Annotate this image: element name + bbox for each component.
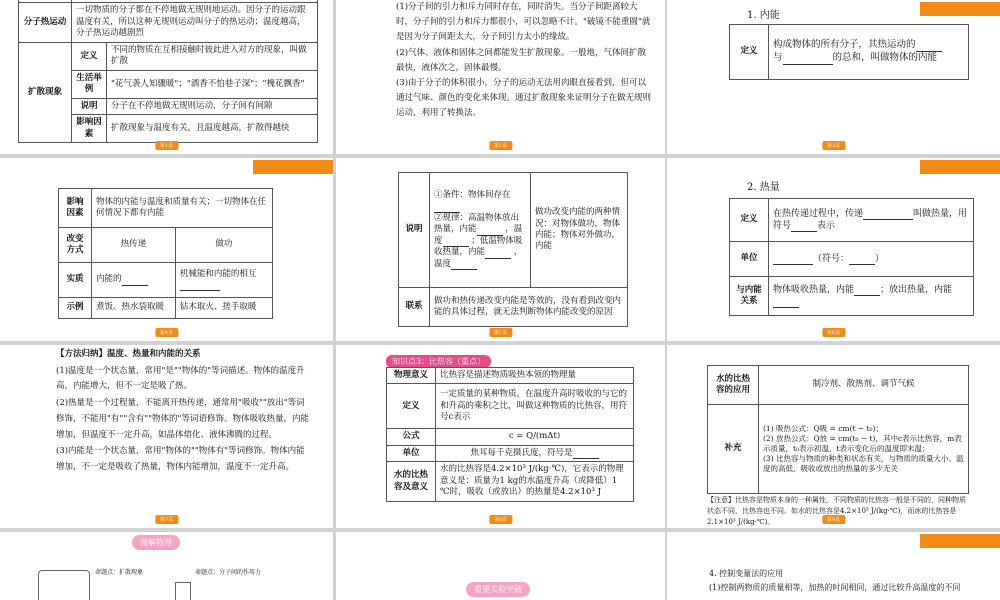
paragraph: (2)气体、液体和固体之间都能发生扩散现象。一般地，气体间扩散最快，液体次之，固体最慢。 [396, 47, 647, 73]
cell-text: 不同的物质在互相接触时彼此进入对方的现象，叫做扩散 [107, 42, 318, 70]
cell-label: 影响因素 [72, 115, 107, 143]
slide-6 [667, 158, 1000, 341]
cell-text: 分子在不停地做无规则运动，分子间有间隙 [107, 98, 318, 114]
cell-label: 实质 [59, 263, 92, 298]
slide-9 [667, 345, 1000, 528]
slide-10 [0, 532, 333, 600]
cell-text: 做功和热传递改变内能是等效的，没有看到改变内能的具体过程，就无法判断物体内能改变的原因 [430, 288, 628, 327]
cell-text: "花气袭人知骤暖"；"酒香不怕巷子深"；"槐花飘香" [107, 70, 318, 98]
diffusion-table [18, 0, 318, 143]
cell-text: 物体吸收热量，内能 [773, 284, 855, 295]
paragraph: (3)内能是一个状态量，常用"物体的""物体有"等词修饰。物体内能增加，不一定是吸收了热量，物体内能增加，温度不一定升高。 [56, 446, 305, 473]
page-number: 第2页 [489, 141, 512, 150]
fill-blank [916, 42, 942, 52]
header-bar [920, 534, 1000, 548]
badge-label: 知识点3：比热容（重点） [386, 355, 491, 368]
formula: c = Q/(mΔt) [436, 429, 634, 445]
cell-label: 示例 [59, 298, 92, 319]
section-heading: 2. 热量 [747, 182, 780, 193]
text-block [709, 568, 989, 596]
cell-text: ，温度 [434, 224, 523, 246]
cell-text: ，温度 [434, 247, 523, 269]
cell-text: ②规律：高温物体放出热量，内能 [434, 212, 520, 235]
cell-text: 机械能和内能的相互 [179, 268, 257, 279]
cell-text: 煮饭、热水袋取暖 [92, 298, 176, 319]
cell-text: 一切物质的分子都在不停地做无规则地运动。因分子的运动跟温度有关，所以这种无规则运动叫分子的热运动；温度越高，分子热运动越剧烈 [72, 3, 318, 42]
cell-text: 的总和，叫做物体的内能 [832, 52, 938, 63]
header-bar [253, 160, 333, 174]
slide-7 [0, 345, 333, 528]
fill-blank [783, 55, 833, 65]
cell-label: 定义 [730, 25, 769, 80]
header-bar [920, 2, 1000, 16]
fill-blank [773, 298, 799, 308]
fill-blank [477, 226, 503, 236]
cell-label: 与内能关系 [730, 277, 769, 316]
cell-text: 表示 [817, 221, 836, 231]
cell-text: 一定质量的某种物质，在温度升高时吸收的与它的和升高的乘积之比，叫做这种物质的比热容，用符号c表示 [436, 384, 634, 429]
cell-text: （符号： [813, 253, 850, 264]
cell-label: 单位 [730, 242, 769, 277]
cell-text: 比热容是描述物质吸热本领的物理量 [436, 368, 634, 384]
cell-text: (1) 吸热公式：Q吸 = cm(t − t₀)； [763, 423, 883, 433]
cell-label: 补充 [708, 405, 759, 494]
page-number: 第6页 [822, 328, 845, 337]
cell-text: 物体的内能与温度和质量有关；一切物体在任何情况下都有内能 [92, 189, 273, 228]
cell-label: 定义 [730, 199, 769, 242]
paragraph: (3)由于分子的体积很小，分子的运动无法用肉眼直接看到，但可以通过气味、颜色的变化来体现。通过扩散现象来证明分子在做无规则运动，利用了转换法。 [396, 78, 652, 119]
note-caption: 命题点：分子间的作用力 [195, 569, 262, 576]
slide-11 [336, 532, 665, 600]
cell-label: 改变方式 [59, 228, 92, 263]
slide-8 [336, 345, 665, 528]
energy-change-table [58, 188, 273, 319]
cell-label: 公式 [387, 429, 436, 445]
heat-table: 定义 在热传递过程中，传递 叫做热量，用符号 表示 单位 （符号： ） 与内能关系 物体吸收热量，内能 ；放出热量，内能 [729, 198, 974, 316]
fill-blank [863, 210, 913, 220]
slide-12 [667, 532, 1000, 600]
cell-label: 物理意义 [387, 368, 436, 384]
slide-4 [0, 158, 333, 341]
section-heading: 1. 内能 [747, 10, 780, 21]
fill-blank [573, 449, 599, 459]
cell-label: 单位 [387, 445, 436, 461]
cell-text: ；低温物体吸收热量，内能 [434, 235, 523, 258]
cell-text: 与 [773, 52, 783, 63]
cell-label: 定义 [72, 42, 107, 70]
cell-label: 分子热运动 [19, 3, 72, 42]
jar-illustration [38, 570, 90, 600]
note-caption: 命题点：扩散现象 [95, 569, 144, 576]
cell-text: 钻木取火、搓手取暖 [175, 298, 272, 319]
explanation-table [398, 172, 628, 327]
cell-label: 生活举例 [72, 70, 107, 98]
cell-label: 说明 [399, 173, 430, 288]
fill-blank [451, 260, 477, 270]
block-title: 【方法归纳】温度、热量和内能的关系 [56, 349, 201, 359]
paragraph: (1)控制两物质的质量相等，加热的时间相同，通过比较升高温度的不同 [709, 582, 961, 592]
fill-blank [485, 249, 511, 259]
cell-label: 扩散现象 [19, 42, 72, 142]
page-number: 第9页 [822, 515, 845, 524]
cell-text: 在热传递过程中，传递 [773, 208, 864, 219]
cell-label: 影响因素 [59, 189, 92, 228]
cell-text: 制冷剂、散热剂、调节气候 [759, 366, 969, 405]
page-number: 第8页 [489, 515, 512, 524]
cell-text: 水的比热容是4.2×10³ J/(kg·℃)，它表示的物理意义是：质量为1 kg的水温度升高（或降低）1 ℃时，吸收（或放出）的热量是4.2×10³ J [436, 462, 634, 501]
cell-text: (2) 放热公式：Q放 = cm(t₀ − t)，其中c表示比热容，m表示质量，t₀表示初温，t表示变化后的温度即末温； [763, 433, 962, 453]
fill-blank [180, 281, 220, 291]
cell-label: 水的比热容的应用 [708, 366, 759, 405]
slide-3 [667, 0, 1000, 154]
section-banner: 重要实验突破 [466, 582, 530, 597]
page-number: 第4页 [155, 328, 178, 337]
cell-label: 定义 [387, 384, 436, 429]
paragraph: (1)温度是一个状态量，常用"是""物体的"等词描述。物体的温度升高，内能增大，但不一定是吸了热。 [56, 365, 305, 392]
cell-label: 联系 [399, 288, 430, 327]
cell-text: ①条件：物体间存在 [434, 189, 511, 200]
cell-text: ；放出热量，内能 [880, 284, 953, 295]
page-number: 第1页 [155, 141, 178, 150]
specific-heat-table [386, 367, 634, 502]
fill-blank [434, 203, 460, 213]
supplement-table [707, 365, 969, 494]
cell-text: 焦耳每千克摄氏度，符号是 [470, 447, 573, 458]
fill-blank [773, 255, 813, 265]
fill-blank [443, 237, 469, 247]
internal-energy-table [729, 24, 969, 80]
page-number: 第3页 [822, 141, 845, 150]
fill-blank [849, 255, 875, 265]
cell-text: 内能的 [96, 274, 122, 285]
text-block [396, 0, 651, 122]
cell-text: 构成物体的所有分子，其热运动的 [773, 39, 916, 51]
slide-2 [336, 0, 665, 154]
note-text: 【注意】比热容是物质本身的一种属性，不同物质的比热容一般是不同的，同种物质状态不同，比热容也不同。如水的比热容是4.2×10³ J/(kg·℃)，而冰的比热容是2.1×10³ J/(kg·℃)。 [707, 496, 966, 526]
fill-blank [791, 222, 817, 232]
fill-blank [122, 276, 148, 286]
slide-1 [0, 0, 333, 154]
header-bar [920, 160, 1000, 174]
page-number: 第7页 [155, 515, 178, 524]
cell-label: 说明 [72, 98, 107, 114]
knowledge-point-badge [386, 349, 491, 368]
paragraph: (1)分子间的引力和斥力同时存在，同时消失。当分子间距离较大时，分子间的引力和斥力都很小，可以忽略不计。"破镜不能重圆"就是因为分子间距太大，分子间引力太小的缘故。 [396, 2, 651, 42]
text-block [56, 347, 311, 477]
slide-5 [336, 158, 665, 341]
paragraph: (2)热量是一个过程量，不能离开热传递，通常用"吸收""放出"等词修饰，不能用"有""含有""物体的"等词语修饰。物体吸收热量，内能增加，但温度不一定升高，如晶体熔化、液体沸腾的过程。 [56, 398, 309, 440]
cell-text: (3) 比热容与物质的种类和状态有关，与物质的质量大小、温度的高低、吸收或放出的热量的多少无关 [763, 454, 964, 474]
cell-text: 做功 [175, 228, 272, 263]
section-banner: 图解物理 [132, 535, 180, 550]
cell-label: 水的比热容及意义 [387, 462, 436, 501]
fill-blank [854, 286, 880, 296]
paragraph: 4. 控制变量法的应用 [709, 569, 784, 578]
cell-text: 做功改变内能的两种情况：对物体做功，物体内能；物体对外做功，内能 [531, 173, 628, 288]
page-number: 第5页 [489, 328, 512, 337]
cell-text: 热传递 [92, 228, 176, 263]
cell-text: 扩散现象与温度有关，且温度越高，扩散得越快 [107, 115, 318, 143]
apparatus-illustration [175, 582, 191, 600]
cell-text: 叫做热量，用符号 [773, 208, 968, 231]
